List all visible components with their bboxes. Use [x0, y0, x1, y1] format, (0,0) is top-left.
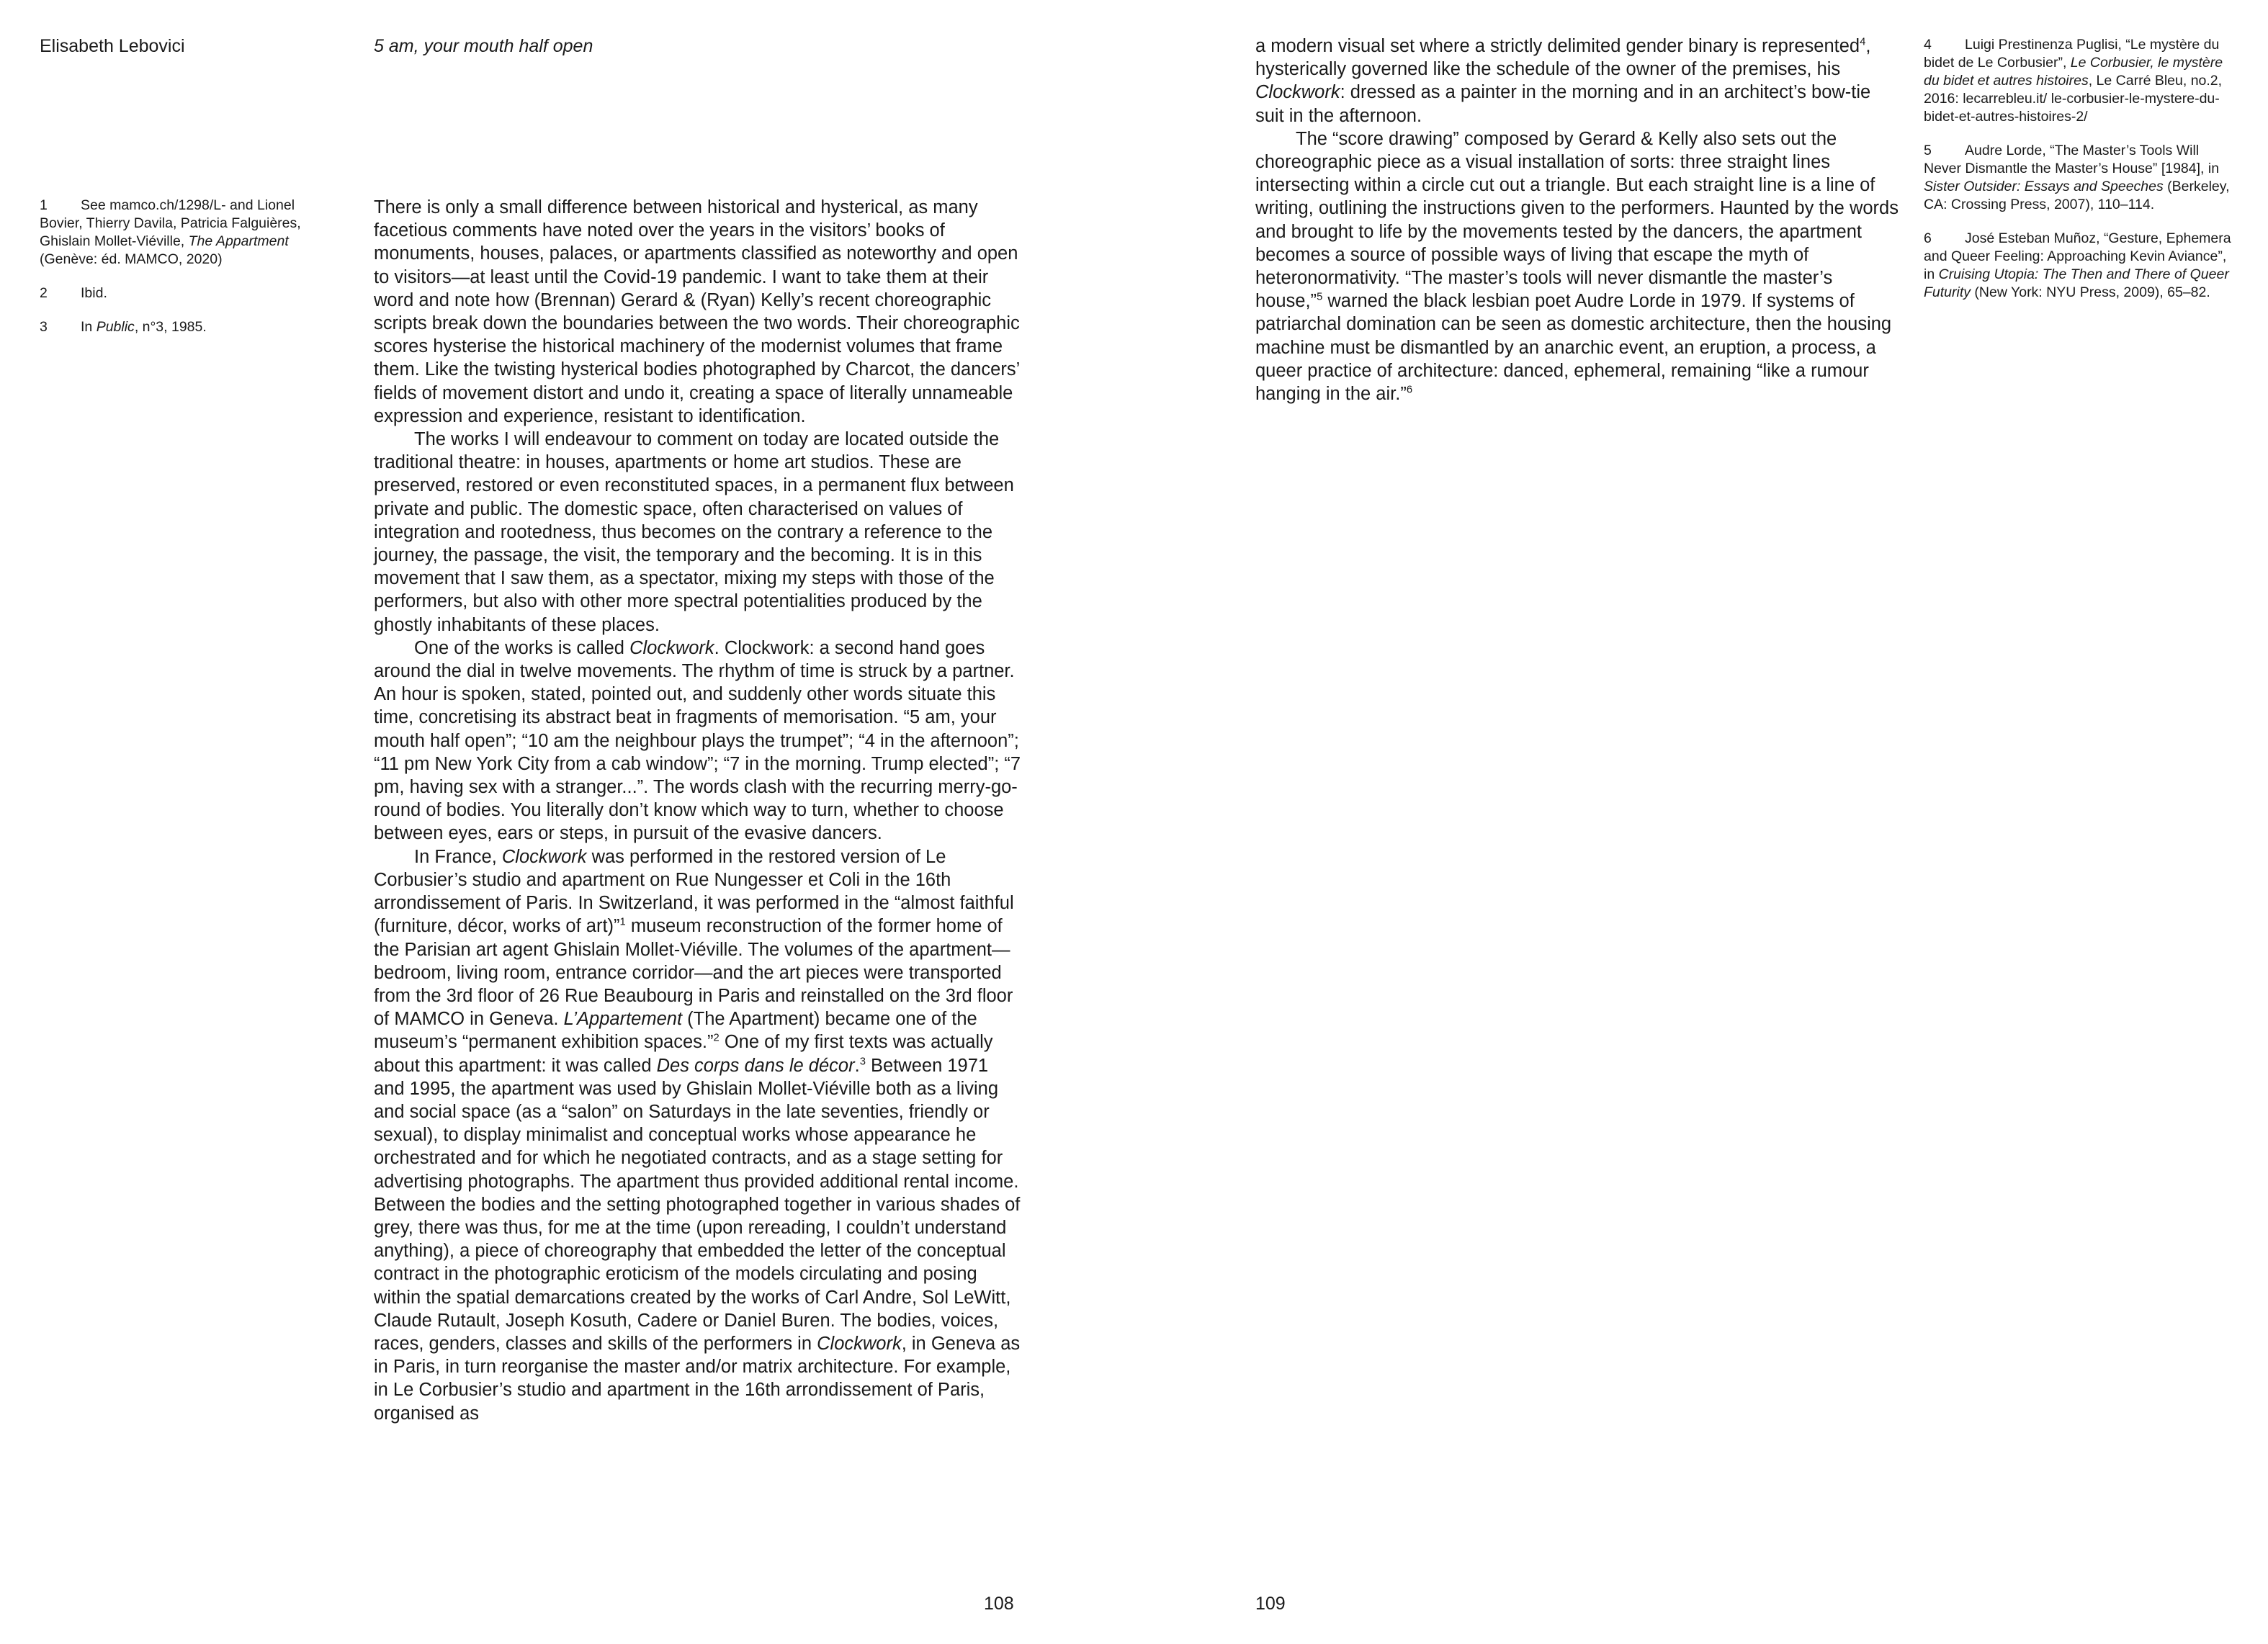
footnote-number: 6: [1924, 230, 1932, 246]
body-text-right: [1255, 35, 1904, 405]
footnote-text: José Esteban Muñoz, “Gesture, Ephemera and Queer Feeling: Approaching Kevin Aviance”, in Cruising Utopia: The Then and There of Queer Futurity (New York: NYU Press, 2009), 65–82.: [1924, 230, 2231, 300]
body-paragraph: a modern visual set where a strictly delimited gender binary is represented$^4$, hysterically governed like the schedule of the owner of the premises, his Clockwork: dressed as a painter in the morning and in an architect’s bow-tie suit in the afternoon.: [1255, 36, 1871, 126]
footnote: [1924, 36, 2235, 126]
body-paragraph: The “score drawing” composed by Gerard & Kelly also sets out the choreographic piece as a visual installation of sorts: three straight lines intersecting within a circle cut out a triangle. But each straight line is a line of writing, outlining the instructions given to the performers. Haunted by the words and brought to life by the movements tested by the dancers, the apartment becomes a source of possible ways of living that escape the myth of heteronormativity. “The master’s tools will never dismantle the master’s house,”$^5$ warned the black lesbian poet Audre Lorde in 1979. If systems of patriarchal domination can be seen as domestic architecture, then the housing machine must be dismantled by an anarchic event, an eruption, a process, a queer practice of architecture: danced, ephemeral, remaining “like a rumour hanging in the air.”$^6$: [1255, 128, 1899, 405]
footnote: [40, 197, 335, 269]
running-title: 5 am, your mouth half open: [374, 36, 593, 56]
footnote: [1924, 142, 2235, 214]
footnotes-right: [1924, 36, 2235, 318]
footnote-text: See mamco.ch/1298/L- and Lionel Bovier, Thierry Davila, Patricia Falguières, Ghislain Mollet-Viéville, The Appartment (Genève: éd. MAMCO, 2020): [40, 197, 301, 267]
body-paragraph: The works I will endeavour to comment on today are located outside the traditional theatre: in houses, apartments or home art studios. These are preserved, restored or even reconstituted spaces, in a permanent flux between private and public. The domestic space, often characterised on values of integration and rootedness, thus becomes on the contrary a reference to the journey, the passage, the visit, the temporary and the becoming. It is in this movement that I saw them, as a spectator, mixing my steps with those of the performers, but also with other more spectral potentialities produced by the ghostly inhabitants of these places.: [374, 429, 1014, 635]
body-paragraph: In France, Clockwork was performed in the restored version of Le Corbusier’s studio and apartment on Rue Nungesser et Coli in the 16th arrondissement of Paris. In Switzerland, it was performed in the “almost faithful (furniture, décor, works of art)”$^1$ museum reconstruction of the former home of the Parisian art agent Ghislain Mollet-Viéville. The volumes of the apartment—bedroom, living room, entrance corridor—and the art pieces were transported from the 3rd floor of 26 Rue Beaubourg in Paris and reinstalled on the 3rd floor of MAMCO in Geneva. L’Appartement (The Apartment) became one of the museum’s “permanent exhibition spaces.”$^2$ One of my first texts was actually about this apartment: it was called Des corps dans le décor.$^3$ Between 1971 and 1995, the apartment was used by Ghislain Mollet-Viéville both as a living and social space (as a “salon” on Saturdays in the late seventies, friendly or sexual), to display minimalist and conceptual works whose appearance he orchestrated and for which he negotiated contracts, and as a stage setting for advertising photographs. The apartment thus provided additional rental income. Between the bodies and the setting photographed together in various shades of grey, there was thus, for me at the time (upon rereading, I couldn’t understand anything), a piece of choreography that embedded the letter of the conceptual contract in the photographic eroticism of the models circulating and posing within the spatial demarcations created by the works of Carl Andre, Sol LeWitt, Claude Rutault, Joseph Kosuth, Cadere or Daniel Buren. The bodies, voices, races, genders, classes and skills of the performers in Clockwork, in Geneva as in Paris, in turn reorganise the master and/or matrix architecture. For example, in Le Corbusier’s studio and apartment in the 16th arrondissement of Paris, organised as: [374, 846, 1021, 1424]
footnote-text: Luigi Prestinenza Puglisi, “Le mystère du bidet de Le Corbusier”, Le Corbusier, le mystère du bidet et autres histoires, Le Carré Bleu, no.2, 2016: lecarrebleu.it/ le-corbusier-le-mystere-du-bidet-et-autres-histoires-2/: [1924, 37, 2223, 125]
body-paragraph: There is only a small difference between historical and hysterical, as many facetious comments have noted over the years in the visitors’ books of monuments, houses, palaces, or apartments classified as noteworthy and open to visitors—at least until the Covid-19 pandemic. I want to take them at their word and note how (Brennan) Gerard & (Ryan) Kelly’s recent choreographic scripts break down the boundaries between the two words. Their choreographic scores hysterise the historical machinery of the modernist volumes that frame them. Like the twisting hysterical bodies photographed by Charcot, the dancers’ fields of movement distort and undo it, creating a space of literally unnameable expression and experience, resistant to identification.: [374, 197, 1020, 426]
page-number-right: 109: [1255, 1594, 1286, 1614]
footnote-number: 4: [1924, 37, 1932, 53]
footnote-number: 1: [40, 197, 48, 213]
footnote-text: Ibid.: [81, 285, 107, 301]
footnote-number: 2: [40, 285, 48, 301]
page-number-left: 108: [984, 1594, 1014, 1614]
footnote: [1924, 230, 2235, 302]
footnotes-left: [40, 197, 335, 352]
footnote: [40, 284, 335, 302]
footnote-text: In Public, n°3, 1985.: [81, 319, 207, 335]
footnote: [40, 318, 335, 336]
footnote-text: Audre Lorde, “The Master’s Tools Will Never Dismantle the Master’s House” [1984], in Sister Outsider: Essays and Speeches (Berkeley, CA: Crossing Press, 2007), 110–114.: [1924, 143, 2230, 212]
footnote-number: 5: [1924, 143, 1932, 158]
body-text-left: [374, 196, 1022, 1425]
footnote-number: 3: [40, 319, 48, 335]
body-paragraph: One of the works is called Clockwork. Clockwork: a second hand goes around the dial in twelve movements. The rhythm of time is struck by a partner. An hour is spoken, stated, pointed out, and suddenly other words situate this time, concretising its abstract beat in fragments of memorisation. “5 am, your mouth half open”; “10 am the neighbour plays the trumpet”; “4 in the afternoon”; “11 pm New York City from a cab window”; “7 in the morning. Trump elected”; “7 pm, having sex with a stranger...”. The words clash with the recurring merry-go-round of bodies. You literally don’t know which way to turn, whether to choose between eyes, ears or steps, in pursuit of the evasive dancers.: [374, 637, 1021, 844]
author-name: Elisabeth Lebovici: [40, 36, 185, 56]
